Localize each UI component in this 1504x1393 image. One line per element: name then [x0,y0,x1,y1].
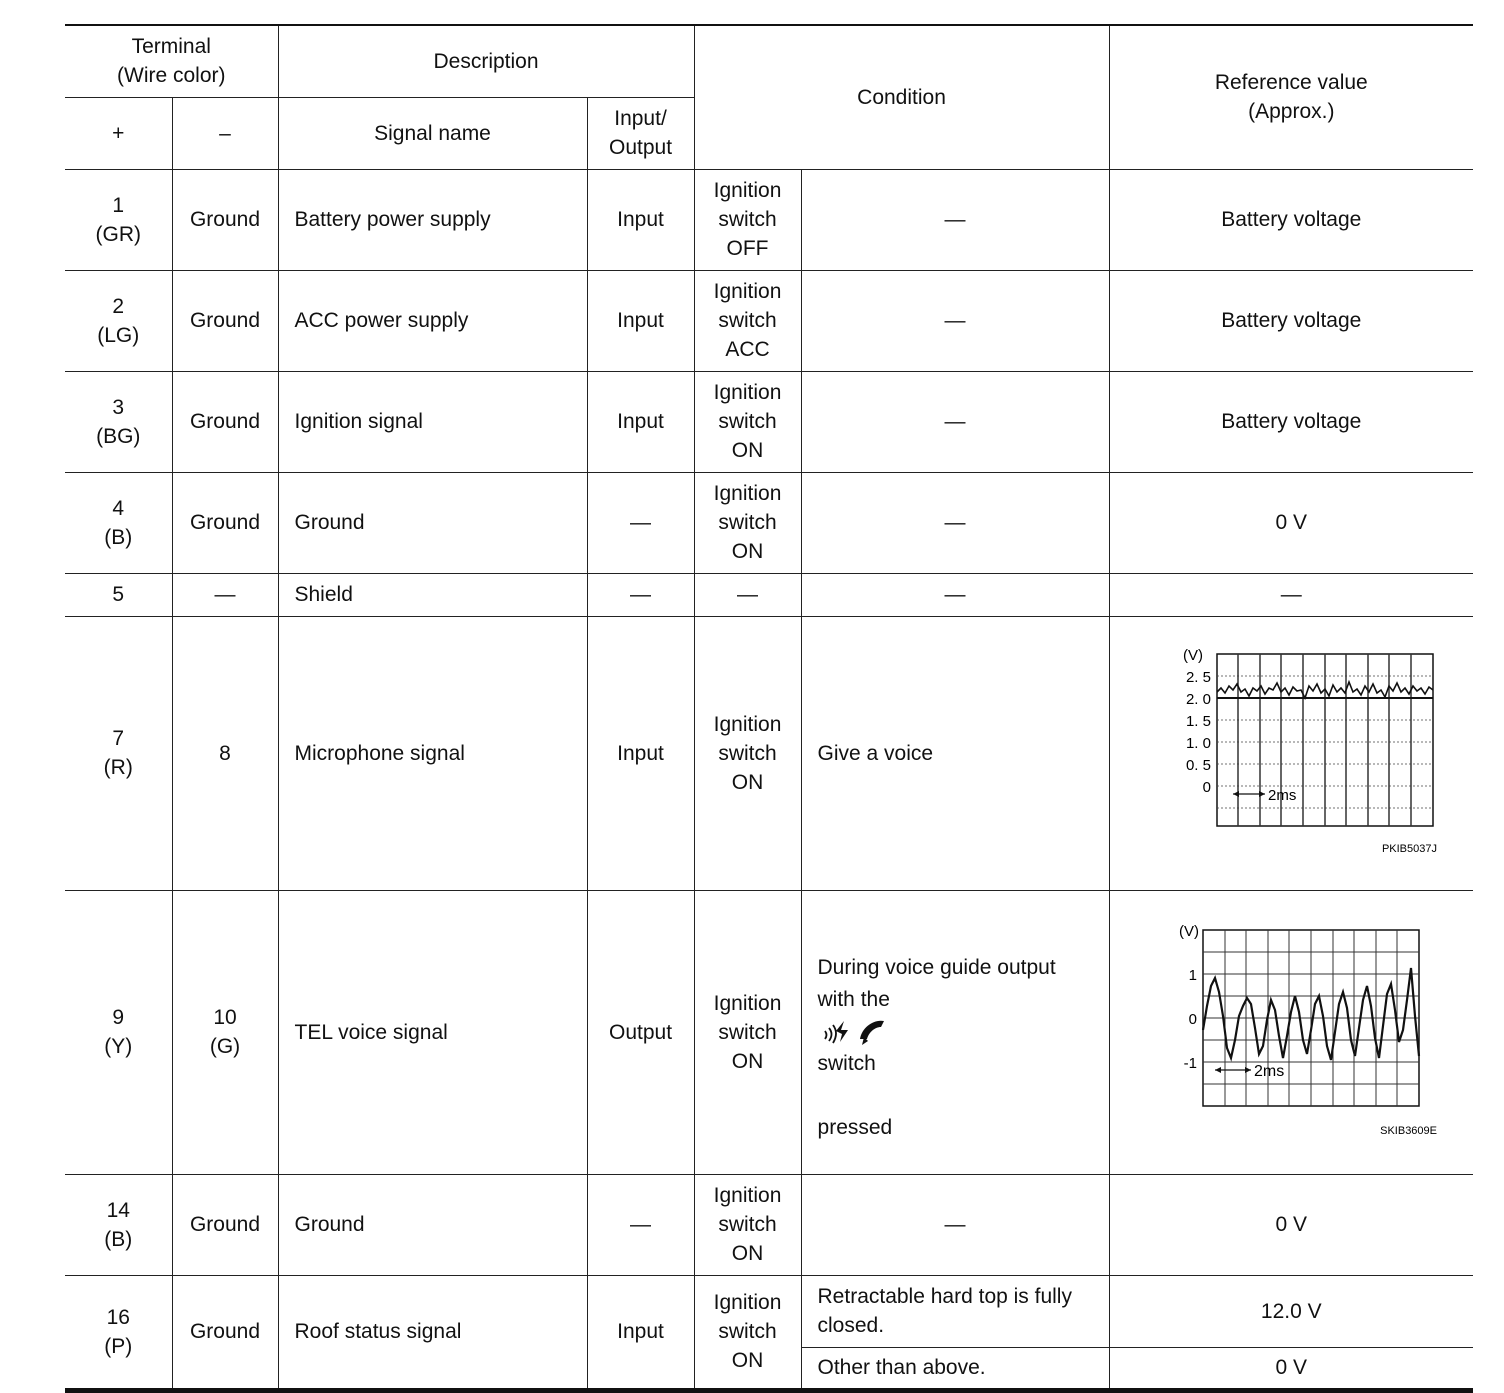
waveform-y-tick: 0. 5 [1186,756,1212,774]
ignition-condition: Ignition switch ON [694,890,801,1174]
ignition-condition: Ignition switch ON [694,616,801,890]
header-minus: – [172,97,278,169]
reference-value: — [1109,573,1473,616]
reference-waveform-cell [1109,890,1473,1174]
figure-code: PKIB5037J [1382,842,1438,855]
condition-text: switch [817,1052,876,1075]
waveform-y-tick: 0 [1188,1010,1198,1028]
table-row [65,890,1473,1174]
signal-name: Ground [278,1174,587,1275]
waveform-unit: (V) [1183,646,1204,664]
terminal-plus: 5 [65,573,172,616]
signal-name: Battery power supply [278,169,587,270]
terminal-plus: 2 (LG) [65,270,172,371]
header-terminal: Terminal (Wire color) [65,25,278,97]
terminal-spec-table [65,24,1473,1393]
terminal-plus: 7 (R) [65,616,172,890]
terminal-plus: 1 (GR) [65,169,172,270]
condition: — [801,573,1109,616]
io-type: Input [587,371,694,472]
table-row [65,573,1473,616]
io-type: — [587,573,694,616]
io-type: — [587,1174,694,1275]
figure-code: SKIB3609E [1380,1124,1438,1137]
condition: — [801,1174,1109,1275]
signal-name: ACC power supply [278,270,587,371]
terminal-minus: 10 (G) [172,890,278,1174]
signal-name: TEL voice signal [278,890,587,1174]
waveform-time-division: 2ms [1268,786,1297,804]
signal-name: Shield [278,573,587,616]
terminal-plus: 4 (B) [65,472,172,573]
terminal-plus: 16 (P) [65,1275,172,1390]
condition: Other than above. [801,1347,1109,1390]
terminal-minus: 8 [172,616,278,890]
condition: — [801,472,1109,573]
microphone-waveform [1141,646,1441,861]
signal-name: Roof status signal [278,1275,587,1390]
terminal-minus: Ground [172,1275,278,1390]
condition: — [801,371,1109,472]
terminal-plus: 3 (BG) [65,371,172,472]
signal-name: Ground [278,472,587,573]
header-condition: Condition [694,25,1109,169]
ignition-condition: Ignition switch ON [694,1174,801,1275]
reference-value: 0 V [1109,1174,1473,1275]
waveform-y-tick: 1. 5 [1186,712,1212,730]
terminal-minus: Ground [172,1174,278,1275]
table-row [65,616,1473,890]
ignition-condition: Ignition switch ACC [694,270,801,371]
terminal-plus: 9 (Y) [65,890,172,1174]
header-io: Input/ Output [587,97,694,169]
terminal-minus: Ground [172,371,278,472]
header-signal-name: Signal name [278,97,587,169]
terminal-minus: — [172,573,278,616]
io-type: Input [587,1275,694,1390]
waveform-y-tick: 1. 0 [1186,734,1212,752]
waveform-y-tick: 2. 5 [1186,668,1212,686]
waveform-y-tick: 2. 0 [1186,690,1212,708]
reference-waveform-cell [1109,616,1473,890]
ignition-condition: — [694,573,801,616]
ignition-condition: Ignition switch OFF [694,169,801,270]
reference-value: Battery voltage [1109,169,1473,270]
terminal-minus: Ground [172,472,278,573]
terminal-minus: Ground [172,270,278,371]
reference-value: 0 V [1109,1347,1473,1390]
ignition-condition: Ignition switch ON [694,371,801,472]
reference-value: Battery voltage [1109,270,1473,371]
condition: Retractable hard top is fully closed. [801,1275,1109,1347]
terminal-minus: Ground [172,169,278,270]
reference-value: Battery voltage [1109,371,1473,472]
io-type: Output [587,890,694,1174]
talk-phone-switch-icon [822,1017,888,1047]
waveform-y-tick: -1 [1183,1054,1198,1072]
condition: — [801,169,1109,270]
waveform-time-division: 2ms [1254,1062,1285,1080]
io-type: Input [587,270,694,371]
signal-name: Microphone signal [278,616,587,890]
waveform-unit: (V) [1179,922,1200,940]
table-row [65,1174,1473,1275]
table-row [65,371,1473,472]
header-plus: + [65,97,172,169]
header-reference: Reference value (Approx.) [1109,25,1473,169]
io-type: Input [587,169,694,270]
reference-value: 0 V [1109,472,1473,573]
table-row [65,270,1473,371]
waveform-y-tick: 0 [1202,778,1212,796]
header-description: Description [278,25,694,97]
waveform-y-tick: 1 [1188,966,1198,984]
ignition-condition: Ignition switch ON [694,1275,801,1390]
reference-value: 12.0 V [1109,1275,1473,1347]
tel-voice-waveform [1141,920,1441,1145]
table-row [65,1275,1473,1347]
condition-text: During voice guide output with the [817,956,1056,1011]
condition [801,890,1109,1174]
io-type: — [587,472,694,573]
ignition-condition: Ignition switch ON [694,472,801,573]
condition: Give a voice [801,616,1109,890]
condition-text: pressed [817,1116,893,1139]
terminal-plus: 14 (B) [65,1174,172,1275]
io-type: Input [587,616,694,890]
signal-name: Ignition signal [278,371,587,472]
condition: — [801,270,1109,371]
table-row [65,169,1473,270]
table-row [65,472,1473,573]
